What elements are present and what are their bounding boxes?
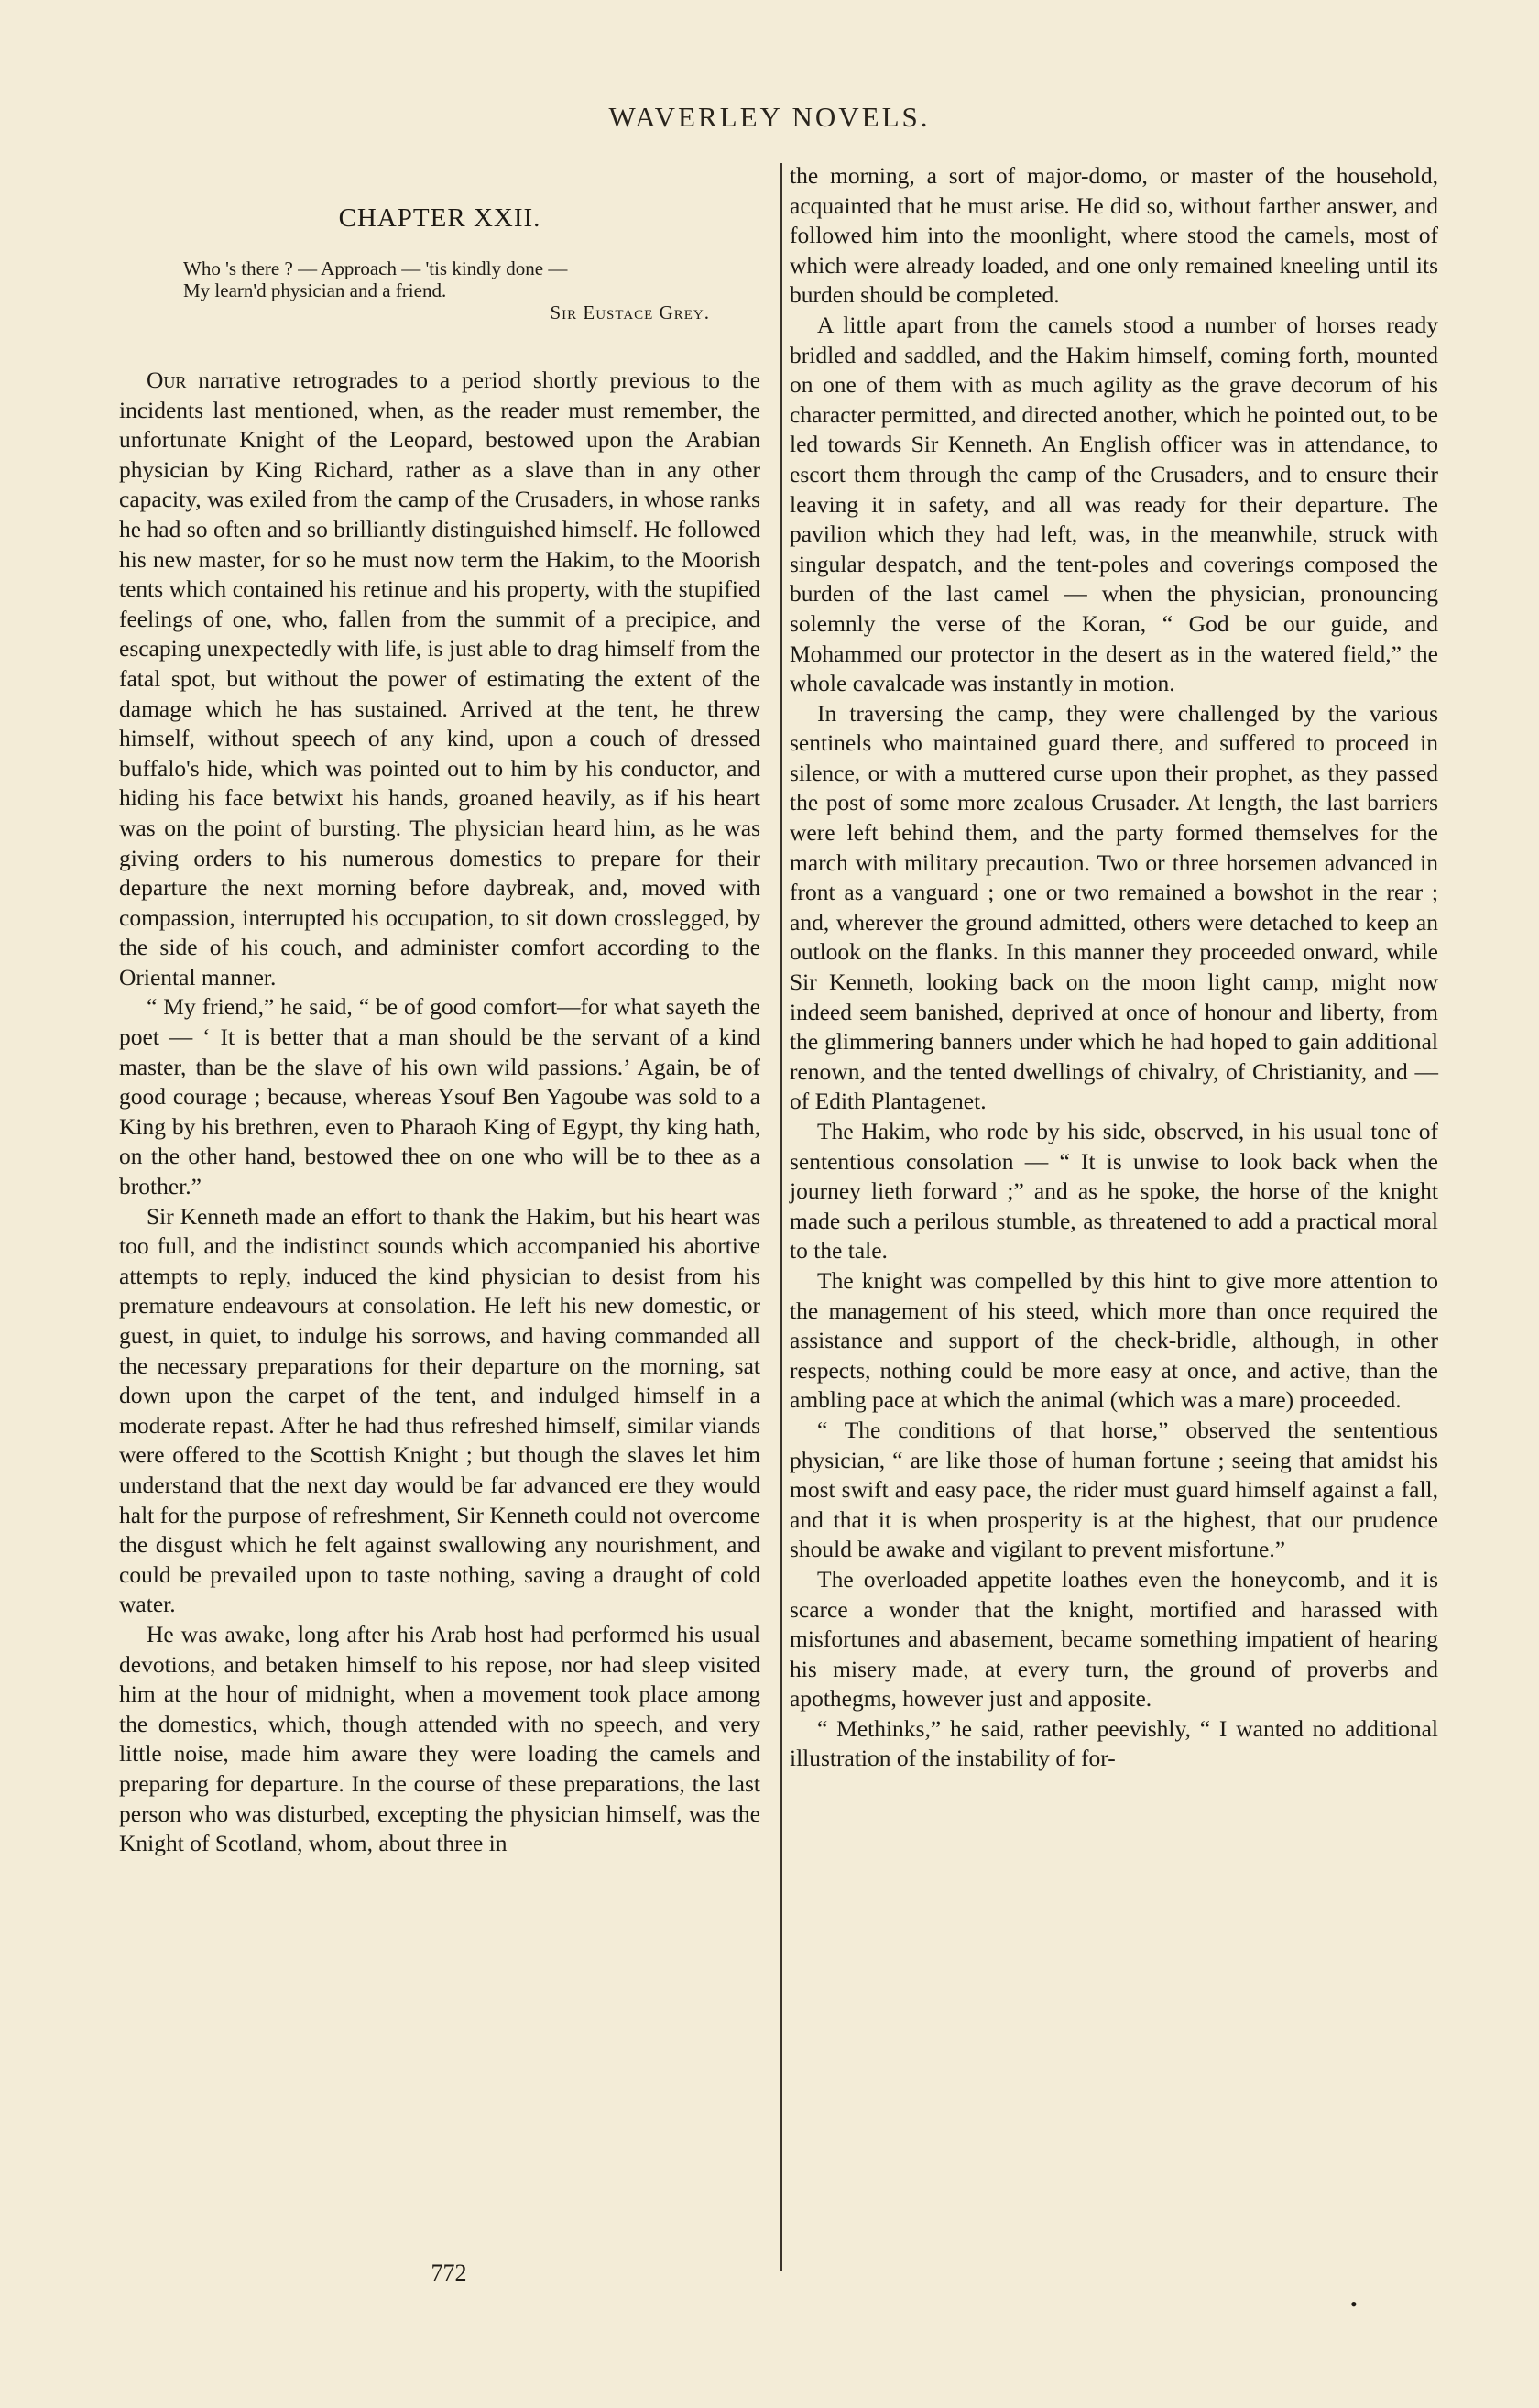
paragraph-text: narrative retrogrades to a period shortly previous to the incidents last mentioned, when, as the reader must remember, the unfortunate Knight of the Leopard, bestowed upon the Arabian physician by King Richard, rather as a slave than in any other capacity, was exiled from the camp of the Crusaders, in whose ranks he had so often and so brilliantly distinguished himself. He followed his new master, for so he must now term the Hakim, to the Moorish tents which contained his retinue and his property, with the stupified feelings of one, who, fallen from the summit of a precipice, and escaping unexpectedly with life, is just able to drag himself from the fatal spot, but without the power of estimating the extent of the damage which he has sustained. Arrived at the tent, he threw himself, without speech of any kind, upon a couch of dressed buffalo's hide, which was pointed out to him by his conductor, and hiding his face betwixt his hands, groaned heavily, as if his heart was on the point of bursting. The physician heard him, as he was giving orders to his numerous domestics to prepare for their departure the next morning before daybreak, and, moved with compassion, interrupted his occupation, to sit down crosslegged, by the side of his couch, and administer comfort according to the Oriental manner. [119,367,760,991]
opening-word: Our [147,367,187,393]
paragraph: The overloaded appetite loathes even the honeycomb, and it is scarce a wonder that the knight, mortified and harassed with misfortunes and abasement, became something impatient of hearing his misery made, at every turn, the ground of proverbs and apothegms, however just and apposite. [790,1565,1438,1713]
paragraph: the morning, a sort of major-domo, or master of the household, acquainted that he must arise. He did so, without farther answer, and followed him into the moonlight, where stood the camels, most of which were already loaded, and one only remained kneeling until its burden should be completed. [790,162,1438,309]
paragraph: The knight was compelled by this hint to give more attention to the management of his steed, which more than once required the assistance and support of the check-bridle, although, in other respects, nothing could be more easy at once, and active, than the ambling pace at which the animal (which was a mare) proceeded. [790,1266,1438,1414]
paragraph: The Hakim, who rode by his side, observed, in his usual tone of sententious consolation — “ It is unwise to look back when the journey lieth forward ;” and as he spoke, the horse of the knight made such a perilous stumble, as threatened to add a practical moral to the tale. [790,1118,1438,1264]
epigraph-line-1: Who 's there ? — Approach — 'tis kindly done — [183,257,568,279]
epigraph [183,257,760,323]
paragraph: He was awake, long after his Arab host had performed his usual devotions, and betaken himself to his repose, nor had sleep visited him at the hour of midnight, when a movement took place among the domestics, which, though attended with no speech, and very little noise, made him aware they were loading the camels and preparing for departure. In the course of these preparations, the last person who was disturbed, excepting the physician himself, was the Knight of Scotland, whom, about three in [119,1620,760,1857]
chapter-title: CHAPTER XXII. [338,203,541,233]
paragraph [119,366,760,992]
page-number: 772 [431,2260,467,2286]
paragraph: A little apart from the camels stood a number of horses ready bridled and saddled, and the Hakim himself, coming forth, mounted on one of them with as much agility as the grave decorum of his character permitted, and directed another, which he pointed out, to be led towards Sir Kenneth. An English officer was in attendance, to escort them through the camp of the Crusaders, and to ensure their leaving it in safety, and all was ready for their departure. The pavilion which they had left, was, in the meanwhile, struck with singular despatch, and the tent-poles and coverings composed the burden of the last camel — when the physician, pronouncing solemnly the verse of the Koran, “ God be our guide, and Mohammed our protector in the desert as in the watered field,” the whole cavalcade was instantly in motion. [790,311,1438,697]
catchmark: • [1350,2293,1358,2315]
paragraph: Sir Kenneth made an effort to thank the Hakim, but his heart was too full, and the indistinct sounds which accompanied his abortive attempts to reply, induced the kind physician to desist from his premature endeavours at consolation. He left his new domestic, or guest, in quiet, to indulge his sorrows, and having commanded all the necessary preparations for their departure on the morning, sat down upon the carpet of the tent, and indulged himself in a moderate repast. After he had thus refreshed himself, similar viands were offered to the Scottish Knight ; but though the slaves let him understand that the next day would be far advanced ere they would halt for the purpose of refreshment, Sir Kenneth could not overcome the disgust which he felt against swallowing any nourishment, and could be prevailed upon to taste nothing, saving a draught of cold water. [119,1202,760,1618]
running-head: WAVERLEY NOVELS. [608,101,931,133]
right-column [790,161,1438,1774]
paragraph: “ Methinks,” he said, rather peevishly, “ I wanted no additional illustration of the instability of for- [790,1714,1438,1772]
left-column [119,174,760,1859]
epigraph-line-2: My learn'd physician and a friend. [183,279,447,301]
paragraph: In traversing the camp, they were challenged by the various sentinels who maintained guard there, and suffered to proceed in silence, or with a muttered curse upon their prophet, as they passed the post of some more zealous Crusader. At length, the last barriers were left behind them, and the party formed themselves for the march with military precaution. Two or three horsemen advanced in front as a vanguard ; one or two remained a bowshot in the rear ; and, wherever the ground admitted, others were detached to keep an outlook on the flanks. In this manner they proceeded onward, while Sir Kenneth, looking back on the moon light camp, might now indeed seem banished, deprived at once of honour and liberty, from the glimmering banners under which he had hoped to gain additional renown, and the tented dwellings of chivalry, of Christianity, and — of Edith Plantagenet. [790,699,1438,1115]
epigraph-attribution: Sir Eustace Grey. [550,301,710,323]
paragraph: “ The conditions of that horse,” observed the sententious physician, “ are like those of human fortune ; seeing that amidst his most swift and easy pace, the rider must guard himself against a fall, and that it is when prosperity is at the highest, that our prudence should be awake and vigilant to prevent misfortune.” [790,1416,1438,1563]
paragraph: “ My friend,” he said, “ be of good comfort—for what sayeth the poet — ‘ It is better that a man should be the servant of a kind master, than be the slave of his own wild passions.’ Again, be of good courage ; because, whereas Ysouf Ben Yagoube was sold to a King by his brethren, even to Pharaoh King of Egypt, thy king hath, on the other hand, bestowed thee on one who will be to thee as a brother.” [119,993,760,1200]
column-rule [780,163,782,2271]
